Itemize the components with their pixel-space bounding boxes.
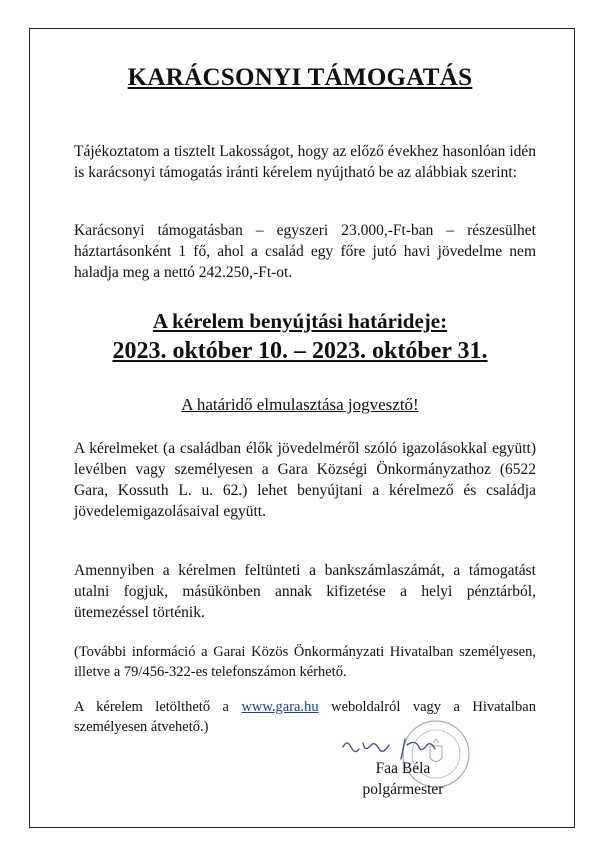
eligibility-paragraph: Karácsonyi támogatásban – egyszeri 23.000,-Ft-ban – részesülhet háztartásonként 1 fő, ahol a család egy főre jutó havi jövedelme nem haladja meg a nettó 242.250,-Ft-ot. [74,222,536,281]
page-title: KARÁCSONYI TÁMOGATÁS [127,64,473,91]
download-text-before: A kérelem letölthető a [74,699,242,715]
submission-paragraph: A kérelmeket (a családban élők jövedelméről szóló igazolásokkal együtt) levélben vagy személyesen a Gara Községi Önkormányzathoz (6522 Gara, Kossuth L. u. 62.) lehet benyújtani a kérelmező és családja jövedelemigazolásaival együtt. [74,440,536,520]
info-paragraph: (További információ a Garai Közös Önkormányzati Hivatalban személyesen, illetve a 79/456-322-es telefonszámon kérhető. [74,644,536,680]
deadline-label: A kérelem benyújtási határideje: [152,309,448,333]
payment-paragraph: Amennyiben a kérelmen feltünteti a bankszámlaszámát, a támogatást utalni fogjuk, másükönben annak kifizetése a helyi pénztárból, ütemezéssel történik. [74,562,536,621]
signer-name: Faa Béla [375,760,431,777]
deadline-warning: A határidő elmulasztása jogvesztő! [181,395,419,414]
deadline-dates: 2023. október 10. – 2023. október 31. [112,338,488,364]
download-text-after: weboldalról vagy a Hivatalban személyesen átvehető.) [74,699,536,735]
signer-title: polgármester [362,781,444,798]
website-link[interactable]: www.gara.hu [241,699,319,715]
intro-paragraph: Tájékoztatom a tisztelt Lakosságot, hogy az előző évekhez hasonlóan idén is karácsonyi támogatás iránti kérelem nyújtható be az alábbiak szerint: [74,143,536,181]
